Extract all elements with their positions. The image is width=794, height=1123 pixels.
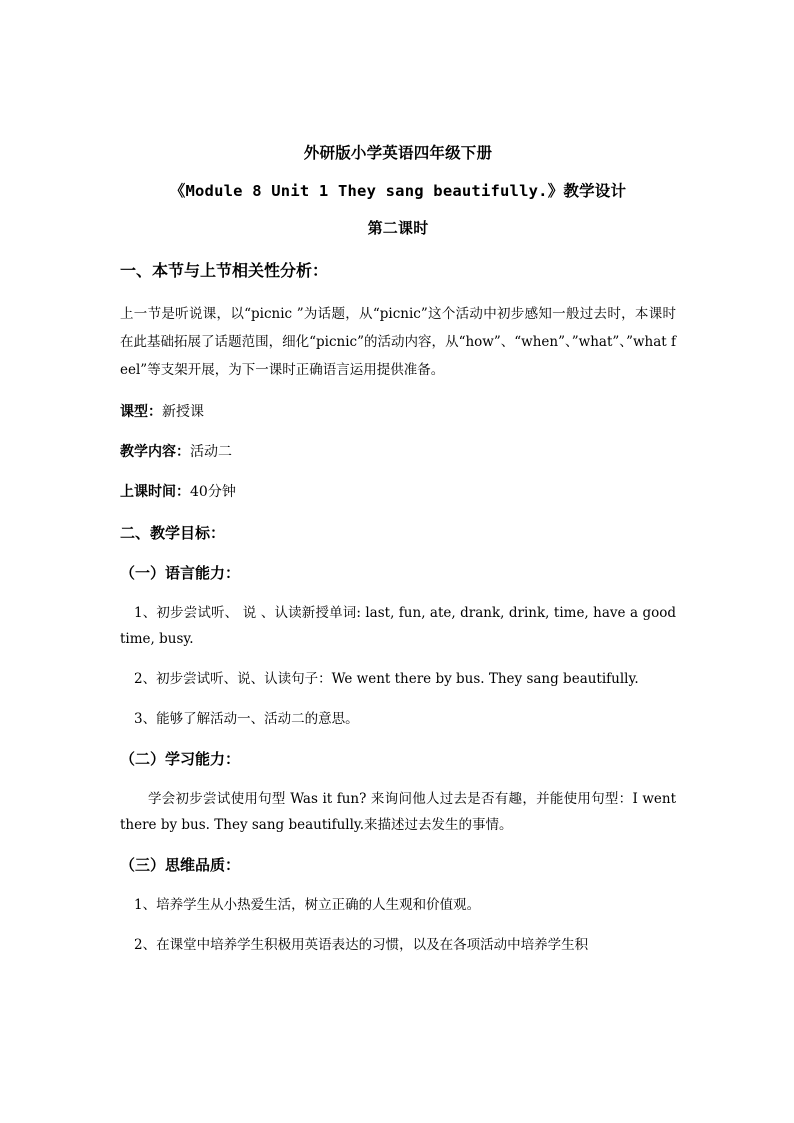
learning-ability-paragraph: 学会初步尝试使用句型 Was it fun? 来询问他人过去是否有趣，并能使用句型：I went there by bus. They sang beautifully.来描述过去发生的事情。 [120,791,676,833]
subheading-thinking-quality: （三）思维品质： [120,856,241,874]
lesson-type-row [120,400,676,424]
language-ability-item: 2、初步尝试听、说、认读句子：We went there by bus. They sang beautifully. [134,671,639,687]
class-time-value: 40分钟 [190,484,236,500]
lesson-type-label: 课型： [120,404,162,420]
teaching-content-label: 教学内容： [120,444,190,460]
thinking-quality-item: 2、在课堂中培养学生积极用英语表达的习惯，以及在各项活动中培养学生积 [134,937,589,953]
document-title-lesson: 《Module 8 Unit 1 They sang beautifully.》教学设计 [169,182,627,200]
language-ability-item: 1、初步尝试听、 说 、认读新授单词: last, fun, ate, drank, drink, time, have a good time, busy. [120,605,676,647]
section-heading-objectives: 二、教学目标： [120,524,226,542]
subheading-language-ability: （一）语言能力： [120,564,241,582]
lesson-type-value: 新授课 [162,404,204,420]
thinking-quality-item: 1、培养学生从小热爱生活，树立正确的人生观和价值观。 [134,897,481,913]
class-time-row [120,480,676,504]
class-time-label: 上课时间： [120,484,190,500]
document-page [120,140,676,972]
document-title-period: 第二课时 [367,219,429,237]
document-title-series: 外研版小学英语四年级下册 [303,144,493,162]
section-heading-analysis: 一、本节与上节相关性分析： [120,261,329,280]
teaching-content-row [120,440,676,464]
subheading-learning-ability: （二）学习能力： [120,750,241,768]
analysis-paragraph: 上一节是听说课，以“picnic ”为话题，从“picnic”这个活动中初步感知一般过去时，本课时在此基础拓展了话题范围，细化“picnic”的活动内容，从“how”、“when”、”what”、”what feel”等支架开展，为下一课时正确语言运用提供准备。 [120,306,676,378]
language-ability-item: 3、能够了解活动一、活动二的意思。 [134,711,359,727]
teaching-content-value: 活动二 [190,444,232,460]
